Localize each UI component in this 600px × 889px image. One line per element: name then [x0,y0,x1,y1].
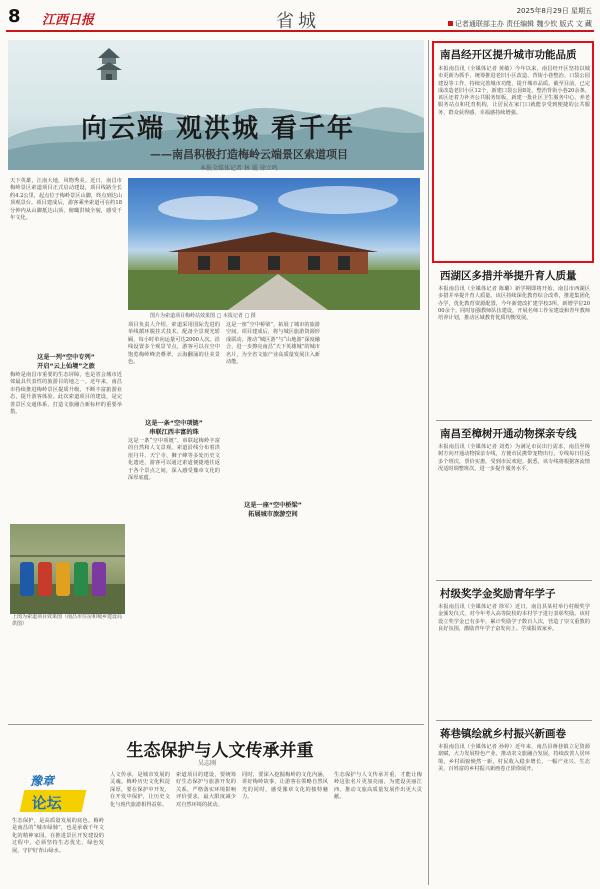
forum-byline: 吴志刚 [198,760,217,767]
divider [436,420,592,421]
subhead-2 [128,418,220,436]
forum-col4-text: 同时，要深入挖掘梅岭的文化内涵，讲好梅岭故事，让游客在领略自然风光的同时，感受豫章文化的独特魅力。 [242,772,328,801]
forum-col3-text: 索道项目的建设，要统筹好生态保护与旅游开发的关系，严格落实环境影响评价要求，最大限度减少对自然环境的扰动。 [176,772,236,808]
subhead-1-line1: 这是一列“空中专列” [37,354,95,361]
section-divider [8,724,424,725]
subhead-3-line1: 这是一座“空中桥梁” [244,502,302,509]
forum-badge [12,772,104,814]
forum-badge-top: 豫章 [30,774,55,788]
page-header [6,4,594,32]
page-number: 8 [8,6,21,27]
article-5-body: 本报南昌讯（全媒体记者 孙婷）近年来，南昌县蒋巷镇立足资源禀赋，大力发展特色产业，推动农文旅融合发展，持续改善人居环境，乡村面貌焕然一新，村民收入稳步增长，一幅产业兴、生态美、百姓富的乡村振兴新画卷正徐徐展开。 [438,744,590,772]
forum-headline: 生态保护与人文传承并重 [126,741,314,761]
subhead-3 [226,500,320,518]
lead-intro-text: 天下英雄，江南大地，风物秀美。近日，南昌市梅岭景区索道项目正式启动建设，项目线路全长约4.2公里，起点位于梅岭景区山脚，终点到达山顶观景台。项目建成后，游客乘坐索道可在约18分钟内从山脚抵达山顶，俯瞰洪城全貌，感受千年文化。 [10,178,123,222]
forum-col1-text: 生态保护，是高质量发展的底色。梅岭是南昌的“城市绿肺”，也是承载千年文化的精神家园。在推进景区开发建设的过程中，必须坚持生态优先、绿色发展，守护好青山绿水。 [12,818,104,854]
article-4-title: 村级奖学金奖励青年学子 [440,588,556,600]
photo-caption: 图片为索道项目梅岭站效果图 □ 本报记者 □ 摄 [150,313,256,319]
editor-line [448,19,592,29]
lead-col2-text: 项目负责人介绍，索道采用国际先进的单线循环脱挂式技术，配备全景观光轿厢，每小时单向运量可达2000人次。沿线设置多个观景节点，游客可以在空中饱览梅岭峰峦叠翠、云海翻涌的壮美景色。 [128,322,220,366]
divider [436,720,592,721]
subhead-3-line2: 拓展城市旅游空间 [248,511,298,518]
editor-text: 记者通联部主办 责任编辑 魏少钦 版式 文 藏 [454,20,592,28]
red-marker-icon [448,21,453,26]
lead-col3-text: 这是一条“空中项链”，串联起梅岭丰富的自然和人文景观。索道沿线分布着洪崖丹井、天宁寺、狮子峰等多处历史文化遗迹，游客可以通过索道便捷地往返于各个景点之间，深入感受豫章文化的深厚底蕴。 [128,438,220,482]
cable-car-illustration [10,524,125,614]
building-illustration [128,178,420,310]
column-divider [428,40,429,885]
article-3-body: 本报南昌讯（全媒体记者 刘勇）为满足市民出行需求，南昌至樟树方向开通动物探亲专线，方便市民携带宠物出行。专线每日往返多个班次，票价实惠，受到市民欢迎。据悉，该专线将根据客流情况适时调整班次，进一步提升服务水平。 [438,444,590,472]
forum-col2-text: 人文传承，是城市发展的灵魂。梅岭历史文化积淀深厚，要在保护中开发，在开发中保护，让历史文化与现代旅游相得益彰。 [110,772,170,808]
section-title: 省城 [276,11,320,32]
article-3-title: 南昌至樟树开通动物探亲专线 [440,428,577,440]
lead-photo [128,178,420,310]
lead-byline: 本报全媒体记者 林 璇 徐立鸣 [200,165,278,172]
lead-col4-text: 这是一座“空中桥梁”，拓展了城市的旅游空间。项目建成后，将与城区旅游资源形成联动，推动“城区游”与“山地游”深度融合，进一步擦亮南昌“天下英雄城”的城市名片，为全省文旅产业高质量发展注入新动能。 [226,322,320,366]
article-4-body: 本报南昌讯（全媒体记者 徐军）近日，南昌县某村举行村级奖学金颁发仪式，对今年考入高等院校的本村学子进行表彰奖励。该村设立奖学金已有多年，累计奖励学子数百人次，营造了崇文重教的良好氛围，激励青年学子奋发向上、学成报效家乡。 [438,604,590,632]
lead-subheadline: ——南昌积极打造梅岭云端景区索道项目 [150,148,348,161]
newspaper-logo: 江西日报 [42,13,95,28]
forum-badge-plate [20,790,87,812]
project-photo [10,524,125,614]
forum-col5-text: 生态保护与人文传承并重，才能让梅岭这张名片更加亮丽，为建设美丽江西、推动文旅高质量发展作出更大贡献。 [334,772,422,801]
subhead-2-line2: 串联江西丰富的珠 [149,429,199,436]
lead-headline: 向云端 观洪城 看千年 [80,114,356,144]
subhead-1-line2: 开启“云上仙境”之旅 [37,363,95,370]
pagoda-icon [94,46,124,86]
project-photo-caption: 上图为索道项目效果图（南昌市住房和城乡建设局供图） [12,614,123,627]
article-5-title: 蒋巷镇绘就乡村振兴新画卷 [440,728,566,740]
forum-badge-bottom: 论坛 [31,794,62,812]
article-2-body: 本报南昌讯（全媒体记者 陈璐）新学期即将开始，南昌市西湖区多措并举提升育人质量。该区持续深化教育综合改革，推进集团化办学，优化教育资源配置，今年新建改扩建学校3所，新增学位2000余个。同时加强教师队伍建设，开展名师工作室建设和青年教师培养计划，推动区域教育优质均衡发展。 [438,286,590,322]
lead-col1-text: 梅岭是南昌市重要的生态屏障，也是省会城市近郊最具代表性的旅游目的地之一。近年来，南昌市持续推进梅岭景区提质升级，不断丰富旅游业态，提升游客体验。此次索道项目的建设，是完善景区交通体系、打造文旅融合新标杆的重要举措。 [10,372,122,416]
subhead-1 [10,352,122,370]
subhead-2-line1: 这是一条“空中项链” [145,420,203,427]
divider [436,580,592,581]
article-2-title: 西湖区多措并举提升育人质量 [440,270,577,282]
article-1-title: 南昌经开区提升城市功能品质 [440,49,577,61]
article-1-body: 本报南昌讯（全媒体记者 黄敏）今年以来，南昌经开区坚持以城市更新为抓手，统筹推进老旧小区改造、背街小巷整治、口袋公园建设等工作，持续完善城市功能，提升城市品质。截至目前，已完成改造老旧小区12个，新建口袋公园8处，整治背街小巷20余条。该区还着力补齐公共服务短板，新建一批社区卫生服务中心、养老服务站点和托育机构，让居民在家门口就能享受到便捷的公共服务，群众获得感、幸福感持续增强。 [438,66,590,116]
date-line: 2025年8月29日 星期五 [516,7,592,15]
